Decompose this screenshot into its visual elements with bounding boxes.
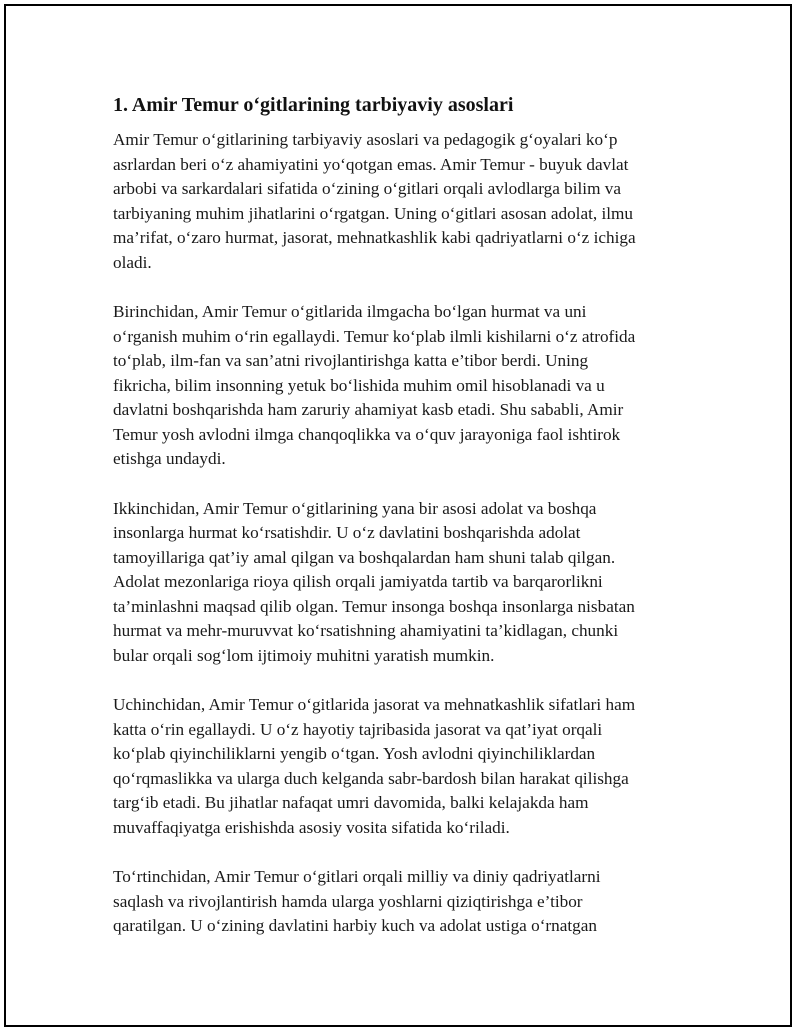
- paragraph-first: [113, 300, 688, 472]
- text-line: davlatni boshqarishda ham zaruriy ahamiyat kasb etadi. Shu sababli, Amir: [113, 400, 624, 419]
- text-line: bular orqali sog‘lom ijtimoiy muhitni yaratish mumkin.: [113, 645, 495, 665]
- paragraph-third: [113, 693, 688, 840]
- text-line: Birinchidan, Amir Temur o‘gitlarida ilmgacha bo‘lgan hurmat va uni: [113, 302, 587, 321]
- text-line: arbobi va sarkardalari sifatida o‘zining o‘gitlari orqali avlodlarga bilim va: [113, 179, 621, 198]
- text-line: to‘plab, ilm-fan va san’atni rivojlantirishga katta e’tibor berdi. Uning: [113, 351, 589, 370]
- text-line: targ‘ib etadi. Bu jihatlar nafaqat umri davomida, balki kelajakda ham: [113, 793, 589, 812]
- text-line: asrlardan beri o‘z ahamiyatini yo‘qotgan emas. Amir Temur - buyuk davlat: [113, 154, 629, 174]
- text-line: To‘rtinchidan, Amir Temur o‘gitlari orqali milliy va diniy qadriyatlarni: [113, 867, 601, 886]
- text-line: insonlarga hurmat ko‘rsatishdir. U o‘z davlatini boshqarishda adolat: [113, 523, 581, 542]
- document-body: [113, 92, 688, 964]
- text-line: Amir Temur o‘gitlarining tarbiyaviy asoslari va pedagogik g‘oyalari ko‘p: [113, 130, 618, 149]
- paragraph-intro: [113, 128, 688, 275]
- document-title: 1. Amir Temur o‘gitlarining tarbiyaviy asoslari: [113, 94, 514, 116]
- text-line: Temur yosh avlodni ilmga chanqoqlikka va o‘quv jarayoniga faol ishtirok: [113, 424, 621, 444]
- text-line: ma’rifat, o‘zaro hurmat, jasorat, mehnatkashlik kabi qadriyatlarni o‘z ichiga: [113, 228, 636, 247]
- text-line: Ikkinchidan, Amir Temur o‘gitlarining yana bir asosi adolat va boshqa: [113, 498, 597, 518]
- text-line: qaratilgan. U o‘zining davlatini harbiy kuch va adolat ustiga o‘rnatgan: [113, 916, 597, 935]
- text-line: fikricha, bilim insonning yetuk bo‘lishida muhim omil hisoblanadi va u: [113, 375, 605, 395]
- paragraph-fourth: [113, 865, 688, 939]
- text-line: ta’minlashni maqsad qilib olgan. Temur insonga boshqa insonlarga nisbatan: [113, 596, 635, 616]
- text-line: o‘rganish muhim o‘rin egallaydi. Temur ko‘plab ilmli kishilarni o‘z atrofida: [113, 326, 636, 346]
- text-line: Uchinchidan, Amir Temur o‘gitlarida jasorat va mehnatkashlik sifatlari ham: [113, 695, 636, 714]
- text-line: qo‘rqmaslikka va ularga duch kelganda sabr-bardosh bilan harakat qilishga: [113, 768, 629, 788]
- text-line: etishga undaydi.: [113, 449, 226, 468]
- text-line: oladi.: [113, 252, 152, 272]
- text-line: tarbiyaning muhim jihatlarini o‘rgatgan. Uning o‘gitlari asosan adolat, ilmu: [113, 203, 633, 223]
- text-line: hurmat va mehr-muruvvat ko‘rsatishning ahamiyatini ta’kidlagan, chunki: [113, 621, 619, 640]
- text-line: saqlash va rivojlantirish hamda ularga yoshlarni qiziqtirishga e’tibor: [113, 891, 583, 911]
- text-line: muvaffaqiyatga erishishda asosiy vosita sifatida ko‘riladi.: [113, 817, 510, 837]
- text-line: katta o‘rin egallaydi. U o‘z hayotiy tajribasida jasorat va qat’iyat orqali: [113, 719, 603, 739]
- text-line: ko‘plab qiyinchiliklarni yengib o‘tgan. Yosh avlodni qiyinchiliklardan: [113, 744, 596, 763]
- text-line: Adolat mezonlariga rioya qilish orqali jamiyatda tartib va barqarorlikni: [113, 572, 603, 591]
- paragraph-second: [113, 497, 688, 669]
- text-line: tamoyillariga qat’iy amal qilgan va boshqalardan ham shuni talab qilgan.: [113, 547, 616, 567]
